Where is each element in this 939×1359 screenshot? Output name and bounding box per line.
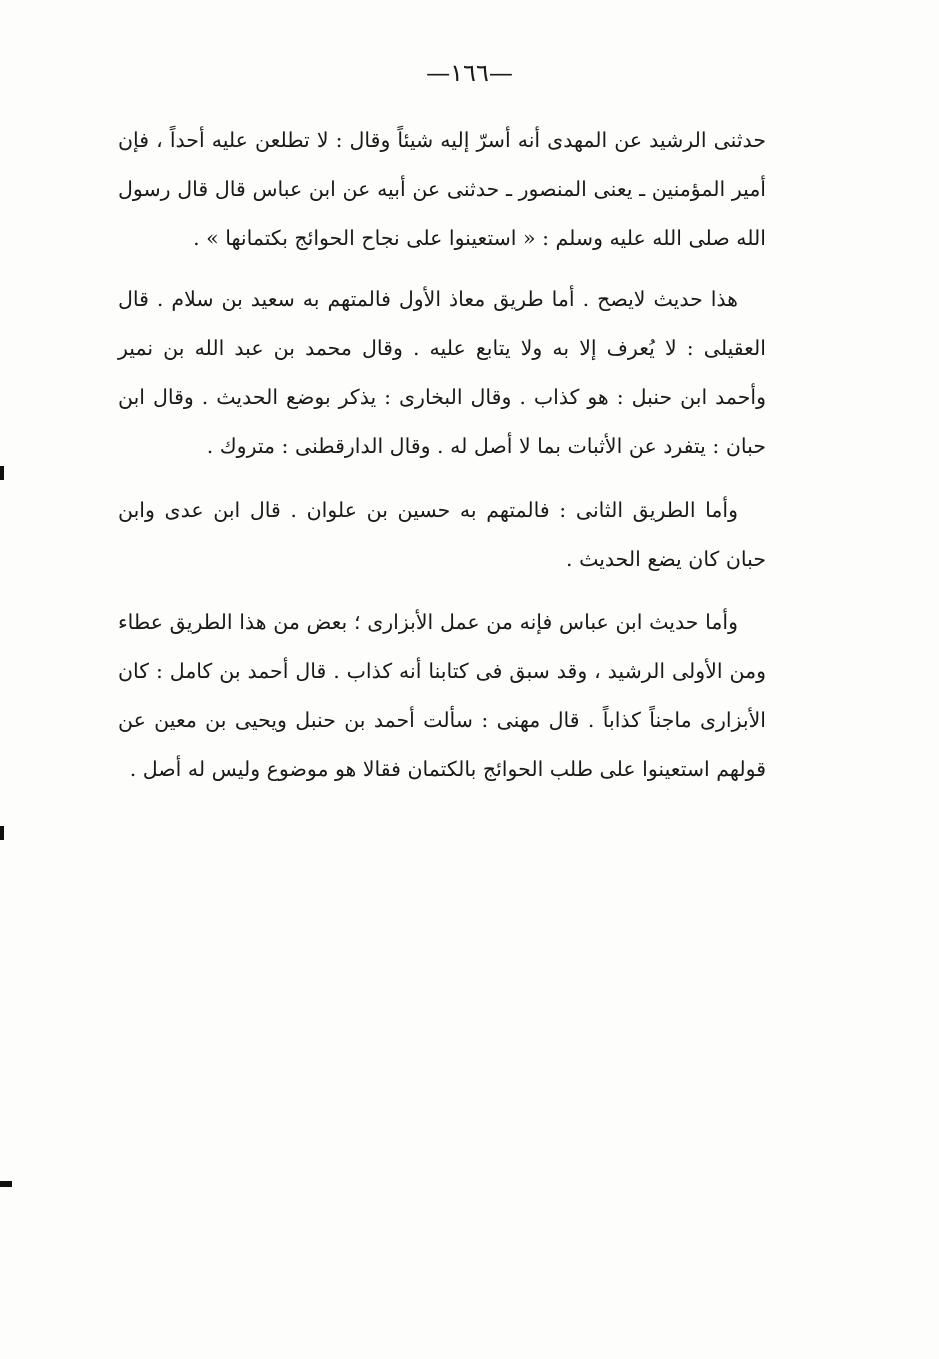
paragraph-first-chain-critique: هذا حديث لايصح . أما طريق معاذ الأول فالمتهم به سعيد بن سلام . قال العقيلى : لا يُعرف إلا به ولا يتابع عليه . وقال محمد بن عبد الله بن نمير وأحمد ابن حنبل : هو كذاب . وقال البخارى : يذكر بوضع الحديث . وقال ابن حبان : يتفرد عن الأثبات بما لا أصل له . وقال الدارقطنى : متروك . bbox=[118, 287, 766, 458]
scan-margin-mark bbox=[0, 466, 4, 480]
scan-margin-mark bbox=[0, 826, 4, 840]
page-number: —١٦٦— bbox=[426, 59, 513, 87]
paragraph-ibn-abbas-critique: وأما حديث ابن عباس فإنه من عمل الأبزارى ؛ بعض من هذا الطريق عطاء ومن الأولى الرشيد ، وقد سبق فى كتابنا أنه كذاب . قال أحمد بن كامل : كان الأبزارى ماجناً كذاباً . قال مهنى : سألت أحمد بن حنبل ويحيى بن معين عن قولهم استعينوا على طلب الحوائج بالكتمان فقالا هو موضوع وليس له أصل . bbox=[118, 610, 766, 781]
paragraph-hadith-text: حدثنى الرشيد عن المهدى أنه أسرّ إليه شيئاً وقال : لا تطلعن عليه أحداً ، فإن أمير المؤمنين ـ يعنى المنصور ـ حدثنى عن أبيه عن ابن عباس قال قال رسول الله صلى الله عليه وسلم : « استعينوا على نجاح الحوائج بكتمانها » . bbox=[118, 128, 766, 250]
paragraph-second-chain-critique: وأما الطريق الثانى : فالمتهم به حسين بن علوان . قال ابن عدى وابن حبان كان يضع الحديث . bbox=[118, 498, 766, 571]
scan-margin-mark bbox=[0, 1181, 12, 1187]
